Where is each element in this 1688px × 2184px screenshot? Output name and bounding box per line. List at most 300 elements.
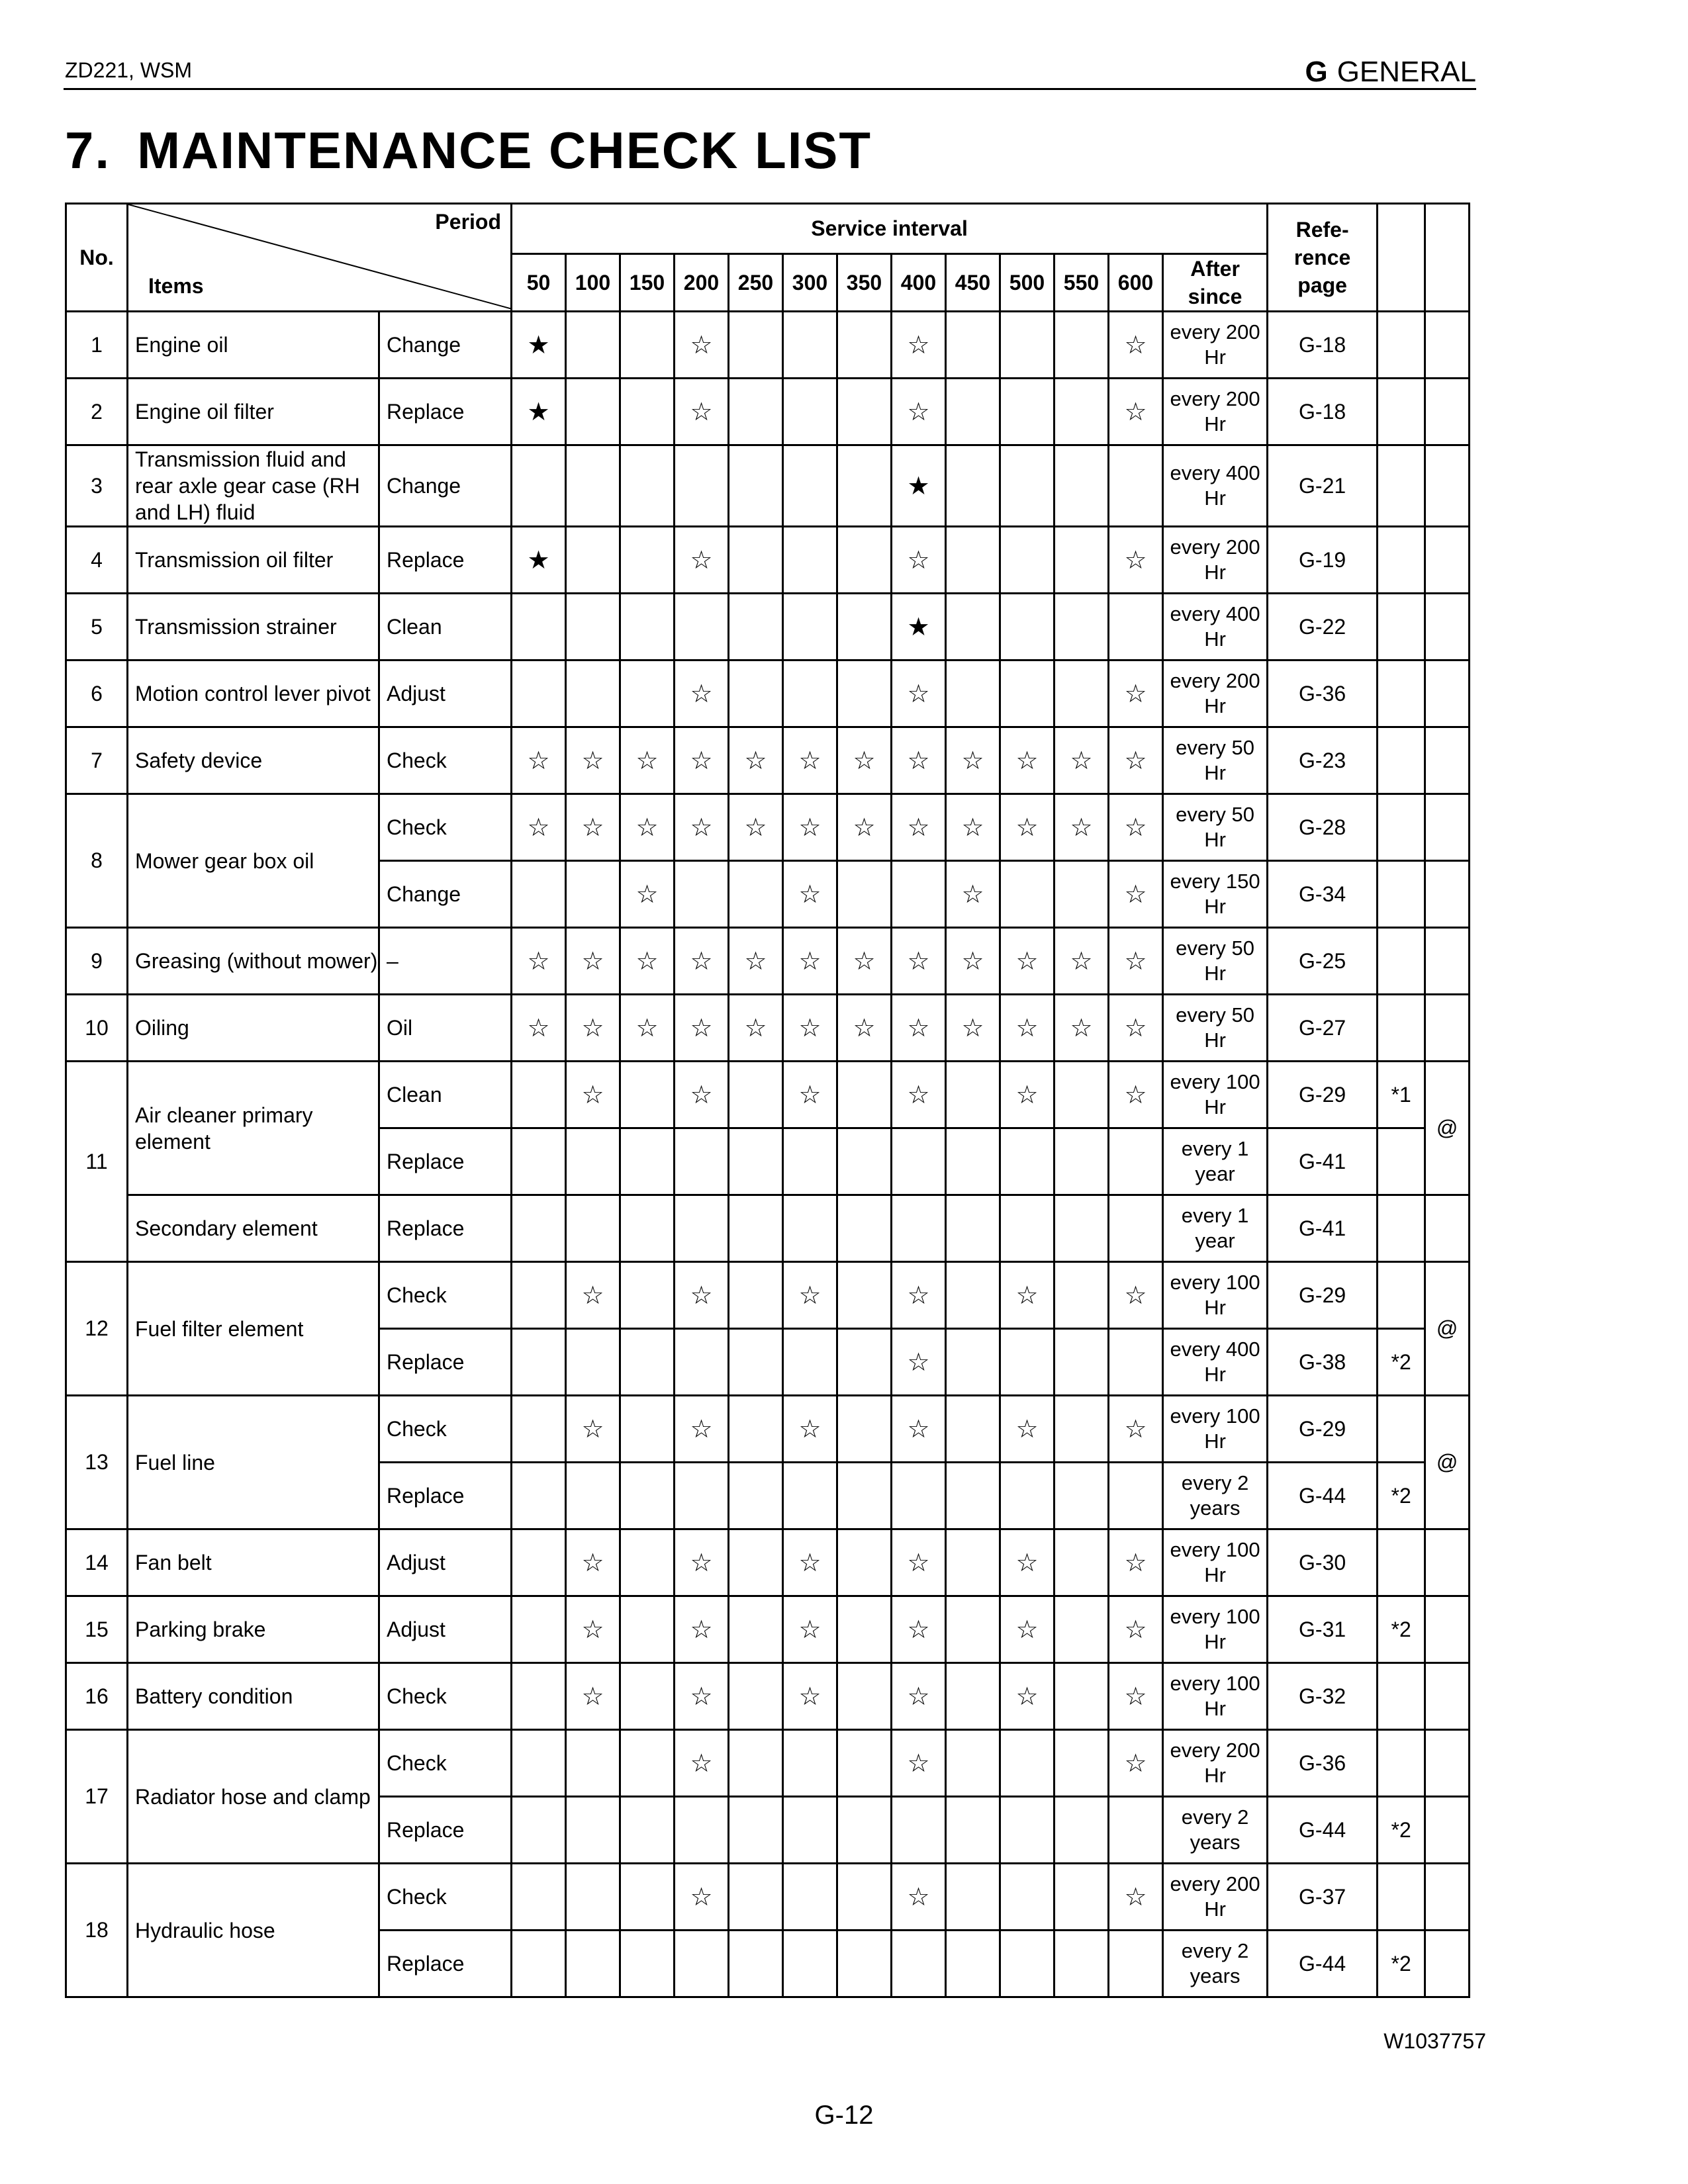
row-number: 16 (66, 1663, 128, 1730)
header-items: Items (148, 274, 204, 298)
outline-star-icon: ☆ (690, 747, 713, 775)
outline-star-icon: ☆ (961, 947, 984, 976)
interval-mark-cell (512, 861, 566, 928)
interval-mark-cell (1109, 1195, 1163, 1262)
outline-star-icon: ☆ (690, 813, 713, 842)
note-mark (1378, 1864, 1425, 1931)
item-name: Air cleaner primary element (128, 1062, 379, 1195)
interval-mark-cell (512, 1596, 566, 1663)
interval-mark-cell (620, 1062, 675, 1128)
table-row (66, 1596, 1470, 1663)
after-since-interval: every 400 Hr (1163, 594, 1268, 660)
outline-star-icon: ☆ (690, 1615, 713, 1644)
interval-mark-cell (946, 527, 1000, 594)
interval-mark-cell (512, 1663, 566, 1730)
interval-mark-cell (1109, 1864, 1163, 1931)
interval-mark-cell (512, 1062, 566, 1128)
filled-star-icon: ★ (527, 331, 550, 359)
outline-star-icon: ☆ (581, 1014, 604, 1042)
section-name: GENERAL (1336, 56, 1476, 88)
interval-mark-cell (1055, 1730, 1109, 1797)
interval-mark-cell (783, 1864, 837, 1931)
outline-star-icon: ☆ (1124, 1749, 1147, 1778)
interval-mark-cell (892, 928, 946, 995)
interval-mark-cell (1109, 660, 1163, 727)
interval-mark-cell (620, 1128, 675, 1195)
item-name: Fuel line (128, 1396, 379, 1529)
interval-mark-cell (1055, 1663, 1109, 1730)
interval-mark-cell (783, 1797, 837, 1864)
at-mark (1425, 445, 1470, 527)
reference-page: G-34 (1268, 861, 1378, 928)
note-mark (1378, 1262, 1425, 1329)
interval-mark-cell (837, 861, 892, 928)
interval-mark-cell (675, 1596, 729, 1663)
at-mark (1425, 379, 1470, 445)
outline-star-icon: ☆ (527, 1014, 550, 1042)
table-row (66, 928, 1470, 995)
reference-page: G-25 (1268, 928, 1378, 995)
outline-star-icon: ☆ (581, 1281, 604, 1310)
interval-mark-cell (1109, 1663, 1163, 1730)
outline-star-icon: ☆ (907, 398, 930, 426)
interval-mark-cell (946, 312, 1000, 379)
interval-mark-cell (946, 794, 1000, 861)
outline-star-icon: ☆ (907, 546, 930, 574)
row-number: 5 (66, 594, 128, 660)
outline-star-icon: ☆ (961, 747, 984, 775)
interval-mark-cell (783, 1195, 837, 1262)
header-period: Period (435, 210, 501, 234)
interval-mark-cell (946, 1663, 1000, 1730)
interval-mark-cell (1055, 1396, 1109, 1463)
interval-mark-cell (946, 1262, 1000, 1329)
interval-mark-cell (729, 928, 783, 995)
outline-star-icon: ☆ (581, 747, 604, 775)
outline-star-icon: ☆ (581, 947, 604, 976)
interval-mark-cell (675, 861, 729, 928)
note-mark: *2 (1378, 1596, 1425, 1663)
interval-mark-cell (566, 1864, 620, 1931)
at-mark: @ (1425, 1396, 1470, 1529)
interval-mark-cell (512, 379, 566, 445)
interval-mark-cell (892, 1396, 946, 1463)
interval-mark-cell (946, 445, 1000, 527)
interval-mark-cell (675, 1329, 729, 1396)
interval-mark-cell (837, 1329, 892, 1396)
header-interval: 50 (512, 254, 566, 312)
outline-star-icon: ☆ (635, 1014, 659, 1042)
reference-page: G-32 (1268, 1663, 1378, 1730)
interval-mark-cell (783, 1730, 837, 1797)
item-action: Check (379, 794, 512, 861)
outline-star-icon: ☆ (527, 747, 550, 775)
reference-page: G-18 (1268, 379, 1378, 445)
at-mark: @ (1425, 1062, 1470, 1195)
reference-page: G-41 (1268, 1195, 1378, 1262)
interval-mark-cell (512, 1864, 566, 1931)
interval-mark-cell (837, 1396, 892, 1463)
table-row (66, 1864, 1470, 1931)
after-since-interval: every 50 Hr (1163, 727, 1268, 794)
interval-mark-cell (837, 794, 892, 861)
interval-mark-cell (892, 1262, 946, 1329)
outline-star-icon: ☆ (690, 1883, 713, 1911)
interval-mark-cell (620, 1797, 675, 1864)
outline-star-icon: ☆ (853, 747, 876, 775)
interval-mark-cell (1000, 1463, 1055, 1529)
note-mark: *2 (1378, 1329, 1425, 1396)
table-row (66, 1396, 1470, 1463)
outline-star-icon: ☆ (798, 747, 821, 775)
interval-mark-cell (620, 1329, 675, 1396)
item-name: Engine oil (128, 312, 379, 379)
interval-mark-cell (1055, 995, 1109, 1062)
reference-page: G-31 (1268, 1596, 1378, 1663)
after-since-interval: every 2 years (1163, 1463, 1268, 1529)
outline-star-icon: ☆ (907, 1014, 930, 1042)
outline-star-icon: ☆ (1070, 813, 1093, 842)
interval-mark-cell (729, 445, 783, 527)
at-mark (1425, 928, 1470, 995)
outline-star-icon: ☆ (907, 1682, 930, 1711)
row-number: 8 (66, 794, 128, 928)
item-action: Replace (379, 1329, 512, 1396)
outline-star-icon: ☆ (1124, 1549, 1147, 1577)
outline-star-icon: ☆ (690, 1549, 713, 1577)
item-action: – (379, 928, 512, 995)
interval-mark-cell (946, 995, 1000, 1062)
interval-mark-cell (892, 312, 946, 379)
item-action: Change (379, 312, 512, 379)
interval-mark-cell (1109, 1128, 1163, 1195)
outline-star-icon: ☆ (1015, 1415, 1039, 1443)
interval-mark-cell (620, 527, 675, 594)
interval-mark-cell (1000, 1195, 1055, 1262)
note-mark (1378, 660, 1425, 727)
interval-mark-cell (675, 660, 729, 727)
note-mark (1378, 1128, 1425, 1195)
reference-page: G-36 (1268, 1730, 1378, 1797)
outline-star-icon: ☆ (907, 813, 930, 842)
interval-mark-cell (620, 1931, 675, 1997)
interval-mark-cell (729, 1663, 783, 1730)
interval-mark-cell (620, 660, 675, 727)
interval-mark-cell (675, 794, 729, 861)
interval-mark-cell (837, 727, 892, 794)
interval-mark-cell (729, 995, 783, 1062)
interval-mark-cell (620, 928, 675, 995)
at-mark (1425, 1663, 1470, 1730)
interval-mark-cell (946, 1797, 1000, 1864)
interval-mark-cell (1055, 312, 1109, 379)
item-action: Adjust (379, 1596, 512, 1663)
interval-mark-cell (892, 594, 946, 660)
at-mark (1425, 594, 1470, 660)
interval-mark-cell (783, 660, 837, 727)
interval-mark-cell (1055, 1596, 1109, 1663)
interval-mark-cell (729, 1195, 783, 1262)
interval-mark-cell (729, 379, 783, 445)
outline-star-icon: ☆ (1070, 747, 1093, 775)
interval-mark-cell (783, 445, 837, 527)
interval-mark-cell (1055, 1864, 1109, 1931)
interval-mark-cell (1055, 1529, 1109, 1596)
interval-mark-cell (837, 1195, 892, 1262)
after-since-interval: every 400 Hr (1163, 1329, 1268, 1396)
table-row (66, 660, 1470, 727)
item-name: Fuel filter element (128, 1262, 379, 1396)
interval-mark-cell (620, 1262, 675, 1329)
interval-mark-cell (566, 1596, 620, 1663)
outline-star-icon: ☆ (961, 813, 984, 842)
header-no: No. (66, 204, 128, 312)
item-action: Replace (379, 1195, 512, 1262)
interval-mark-cell (512, 1529, 566, 1596)
interval-mark-cell (783, 1329, 837, 1396)
interval-mark-cell (729, 1529, 783, 1596)
interval-mark-cell (566, 861, 620, 928)
after-since-interval: every 100 Hr (1163, 1596, 1268, 1663)
interval-mark-cell (566, 1396, 620, 1463)
interval-mark-cell (892, 1596, 946, 1663)
after-since-interval: every 100 Hr (1163, 1062, 1268, 1128)
interval-mark-cell (729, 1864, 783, 1931)
outline-star-icon: ☆ (581, 1415, 604, 1443)
after-since-interval: every 200 Hr (1163, 527, 1268, 594)
interval-mark-cell (512, 1195, 566, 1262)
header-period-items (128, 204, 512, 312)
interval-mark-cell (1000, 312, 1055, 379)
after-since-interval: every 150 Hr (1163, 861, 1268, 928)
after-since-interval: every 1 year (1163, 1195, 1268, 1262)
outline-star-icon: ☆ (527, 947, 550, 976)
outline-star-icon: ☆ (744, 747, 767, 775)
item-name: Parking brake (128, 1596, 379, 1663)
interval-mark-cell (892, 660, 946, 727)
interval-mark-cell (1109, 1329, 1163, 1396)
outline-star-icon: ☆ (1124, 331, 1147, 359)
row-number: 6 (66, 660, 128, 727)
at-mark (1425, 1596, 1470, 1663)
outline-star-icon: ☆ (907, 1749, 930, 1778)
at-mark (1425, 727, 1470, 794)
interval-mark-cell (729, 1596, 783, 1663)
interval-mark-cell (675, 1128, 729, 1195)
interval-mark-cell (620, 1730, 675, 1797)
interval-mark-cell (620, 594, 675, 660)
interval-mark-cell (729, 1463, 783, 1529)
outline-star-icon: ☆ (1015, 1281, 1039, 1310)
outline-star-icon: ☆ (1070, 1014, 1093, 1042)
interval-mark-cell (729, 1730, 783, 1797)
outline-star-icon: ☆ (744, 813, 767, 842)
document-id: ZD221, WSM (65, 58, 193, 82)
interval-mark-cell (1055, 594, 1109, 660)
table-row (66, 1195, 1470, 1262)
interval-mark-cell (512, 1931, 566, 1997)
table-row (66, 594, 1470, 660)
note-mark (1378, 445, 1425, 527)
interval-mark-cell (1000, 1396, 1055, 1463)
interval-mark-cell (1109, 594, 1163, 660)
outline-star-icon: ☆ (635, 947, 659, 976)
interval-mark-cell (620, 1663, 675, 1730)
item-action: Check (379, 1730, 512, 1797)
interval-mark-cell (1000, 527, 1055, 594)
reference-page: G-36 (1268, 660, 1378, 727)
outline-star-icon: ☆ (690, 680, 713, 708)
item-action: Oil (379, 995, 512, 1062)
interval-mark-cell (675, 1463, 729, 1529)
interval-mark-cell (512, 1128, 566, 1195)
item-name: Engine oil filter (128, 379, 379, 445)
interval-mark-cell (1109, 312, 1163, 379)
note-mark (1378, 928, 1425, 995)
outline-star-icon: ☆ (1124, 1281, 1147, 1310)
interval-mark-cell (1109, 1931, 1163, 1997)
outline-star-icon: ☆ (1124, 747, 1147, 775)
page-title (65, 120, 898, 181)
interval-mark-cell (675, 928, 729, 995)
interval-mark-cell (566, 1797, 620, 1864)
row-number: 18 (66, 1864, 128, 1997)
note-mark (1378, 527, 1425, 594)
outline-star-icon: ☆ (690, 546, 713, 574)
interval-mark-cell (512, 794, 566, 861)
interval-mark-cell (946, 1195, 1000, 1262)
at-mark (1425, 861, 1470, 928)
interval-mark-cell (675, 594, 729, 660)
outline-star-icon: ☆ (907, 1348, 930, 1377)
item-action: Clean (379, 594, 512, 660)
interval-mark-cell (783, 1663, 837, 1730)
header-after-since: After since (1163, 254, 1268, 312)
outline-star-icon: ☆ (798, 1415, 821, 1443)
reference-page: G-28 (1268, 794, 1378, 861)
interval-mark-cell (892, 1663, 946, 1730)
interval-mark-cell (675, 1396, 729, 1463)
section-letter: G (1305, 56, 1328, 88)
outline-star-icon: ☆ (1015, 747, 1039, 775)
filled-star-icon: ★ (907, 613, 930, 641)
item-action: Check (379, 1396, 512, 1463)
interval-mark-cell (566, 660, 620, 727)
item-name: Radiator hose and clamp (128, 1730, 379, 1864)
outline-star-icon: ☆ (1124, 1682, 1147, 1711)
interval-mark-cell (729, 1128, 783, 1195)
interval-mark-cell (1000, 594, 1055, 660)
interval-mark-cell (892, 1062, 946, 1128)
header-interval: 550 (1055, 254, 1109, 312)
item-name: Oiling (128, 995, 379, 1062)
after-since-interval: every 50 Hr (1163, 995, 1268, 1062)
outline-star-icon: ☆ (853, 947, 876, 976)
interval-mark-cell (675, 1864, 729, 1931)
interval-mark-cell (675, 379, 729, 445)
interval-mark-cell (512, 1329, 566, 1396)
outline-star-icon: ☆ (1070, 947, 1093, 976)
outline-star-icon: ☆ (690, 1682, 713, 1711)
row-number: 13 (66, 1396, 128, 1529)
interval-mark-cell (1000, 1062, 1055, 1128)
after-since-interval: every 100 Hr (1163, 1663, 1268, 1730)
interval-mark-cell (729, 1062, 783, 1128)
interval-mark-cell (892, 1730, 946, 1797)
interval-mark-cell (1000, 1931, 1055, 1997)
interval-mark-cell (1055, 794, 1109, 861)
after-since-interval: every 200 Hr (1163, 660, 1268, 727)
interval-mark-cell (675, 445, 729, 527)
interval-mark-cell (729, 794, 783, 861)
reference-page: G-41 (1268, 1128, 1378, 1195)
interval-mark-cell (566, 594, 620, 660)
reference-page: G-44 (1268, 1797, 1378, 1864)
interval-mark-cell (620, 1195, 675, 1262)
outline-star-icon: ☆ (1124, 813, 1147, 842)
interval-mark-cell (1109, 995, 1163, 1062)
interval-mark-cell (892, 861, 946, 928)
interval-mark-cell (512, 1797, 566, 1864)
interval-mark-cell (892, 379, 946, 445)
page-number: G-12 (814, 2101, 874, 2130)
interval-mark-cell (566, 794, 620, 861)
note-mark (1378, 794, 1425, 861)
outline-star-icon: ☆ (635, 880, 659, 909)
interval-mark-cell (620, 379, 675, 445)
interval-mark-cell (566, 1262, 620, 1329)
interval-mark-cell (729, 1329, 783, 1396)
note-mark (1378, 594, 1425, 660)
interval-mark-cell (566, 1730, 620, 1797)
interval-mark-cell (675, 1529, 729, 1596)
maintenance-table (65, 203, 1470, 1998)
interval-mark-cell (1055, 727, 1109, 794)
header-interval: 100 (566, 254, 620, 312)
table-row (66, 794, 1470, 861)
at-mark (1425, 312, 1470, 379)
header-service-interval: Service interval (512, 204, 1268, 254)
outline-star-icon: ☆ (1124, 1615, 1147, 1644)
outline-star-icon: ☆ (907, 1415, 930, 1443)
interval-mark-cell (675, 995, 729, 1062)
reference-page: G-21 (1268, 445, 1378, 527)
note-mark: *1 (1378, 1062, 1425, 1128)
interval-mark-cell (892, 1864, 946, 1931)
item-action: Change (379, 445, 512, 527)
table-row (66, 445, 1470, 527)
interval-mark-cell (729, 1931, 783, 1997)
interval-mark-cell (675, 1062, 729, 1128)
after-since-interval: every 200 Hr (1163, 1730, 1268, 1797)
interval-mark-cell (1109, 1596, 1163, 1663)
interval-mark-cell (892, 1463, 946, 1529)
interval-mark-cell (837, 1797, 892, 1864)
at-mark (1425, 527, 1470, 594)
interval-mark-cell (783, 594, 837, 660)
interval-mark-cell (892, 1195, 946, 1262)
interval-mark-cell (620, 1864, 675, 1931)
table-row (66, 1262, 1470, 1329)
interval-mark-cell (946, 1396, 1000, 1463)
reference-page: G-19 (1268, 527, 1378, 594)
reference-page: G-29 (1268, 1396, 1378, 1463)
table-row (66, 1529, 1470, 1596)
reference-page: G-44 (1268, 1463, 1378, 1529)
at-mark (1425, 1195, 1470, 1262)
interval-mark-cell (946, 861, 1000, 928)
after-since-interval: every 200 Hr (1163, 1864, 1268, 1931)
